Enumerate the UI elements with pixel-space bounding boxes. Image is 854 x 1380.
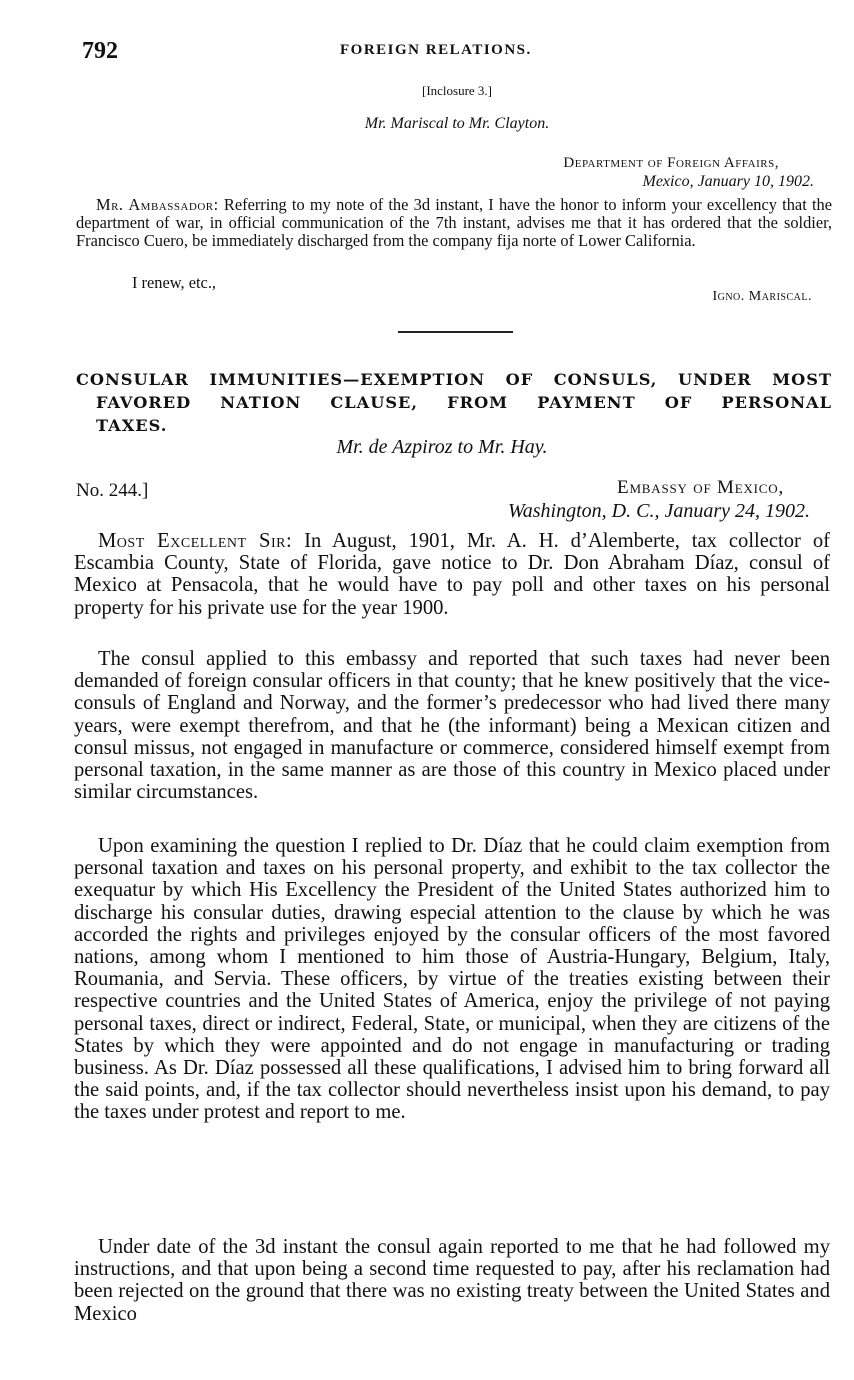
inclosure-body-text: Referring to my note of the 3d instant, I have the honor to inform your excellency that the department of war, in official communication of the 7th instant, advises me that it has ordered that the soldier, Francisco Cuero, be immediately discharged from the company fija norte of Lower California.	[76, 195, 832, 250]
letter-dateline: Washington, D. C., January 24, 1902.	[507, 500, 810, 522]
page-header	[82, 38, 824, 68]
inclosure-salutation: Mr. Ambassador:	[96, 195, 219, 214]
section-heading-line-1: CONSULAR IMMUNITIES—EXEMPTION OF CONSULS, UNDER MOST	[76, 370, 832, 389]
embassy-name: Embassy of Mexico,	[617, 477, 784, 498]
letter-paragraph-3-text: Upon examining the question I replied to Dr. Díaz that he could claim exemption from personal taxation and taxes on his personal property, and exhibit to the tax collector the exequatur by which His Excellency the President of the United States authorized him to discharge his consular duties, drawing especial attention to the clause by which he was accorded the rights and privileges enjoyed by the consular officers of the most favored nations, among whom I mentioned to him those of Austria-Hungary, Belgium, Italy, Roumania, and Servia. These officers, by virtue of the treaties existing between their respective countries and the United States of America, enjoy the privilege of not paying personal taxes, direct or indirect, Federal, State, or municipal, when they are citizens of the States by which they were appointed and do not engage in manufacturing or trading business. As Dr. Díaz possessed all these qualifications, I advised him to bring forward all the said points, and, if the tax collector should nevertheless insist upon his demand, to pay the taxes under protest and report to me.	[74, 835, 830, 1124]
inclosure-department: Department of Foreign Affairs,	[563, 155, 779, 171]
section-heading-line-2: FAVORED NATION CLAUSE, FROM PAYMENT OF PERSONAL	[96, 393, 832, 412]
document-number: No. 244.]	[76, 480, 149, 501]
inclosure-body	[76, 196, 832, 250]
running-head: FOREIGN RELATIONS.	[340, 42, 532, 58]
inclosure-signature: Igno. Mariscal.	[712, 289, 812, 304]
letter-paragraph-4	[74, 1236, 830, 1325]
letter-title: Mr. de Azpiroz to Mr. Hay.	[336, 436, 548, 458]
inclosure-dateline: Mexico, January 10, 1902.	[642, 173, 814, 190]
inclosure-label: [Inclosure 3.]	[421, 83, 493, 98]
section-heading	[76, 368, 832, 437]
letter-paragraph-2	[74, 648, 830, 803]
page-number: 792	[82, 38, 118, 64]
letter-salutation: Most Excellent Sir:	[98, 530, 293, 552]
section-divider	[398, 331, 513, 333]
inclosure-letter-title: Mr. Mariscal to Mr. Clayton.	[364, 115, 550, 132]
letter-paragraph-1-text: In August, 1901, Mr. A. H. d’Alemberte, tax collector of Escambia County, State of Florida, gave notice to Dr. Don Abraham Díaz, consul of Mexico at Pensacola, that he would have to pay poll and other taxes on his personal property for his private use for the year 1900.	[74, 530, 830, 619]
letter-paragraph-2-text: The consul applied to this embassy and reported that such taxes had never been demanded of foreign consular officers in that county; that he knew positively that the vice-consuls of England and Norway, and the former’s predecessor who had lived there many years, were exempt therefrom, and that he (the informant) being a Mexican citizen and consul missus, not engaged in manufacture or commerce, considered himself exempt from personal taxation, in the same manner as are those of this country in Mexico placed under similar circumstances.	[74, 648, 830, 804]
letter-paragraph-3	[74, 835, 830, 1124]
letter-paragraph-1	[74, 530, 830, 619]
section-heading-line-3: TAXES.	[96, 416, 168, 435]
inclosure-closing: I renew, etc.,	[132, 273, 217, 292]
letter-paragraph-4-text: Under date of the 3d instant the consul again reported to me that he had followed my instructions, and that upon being a second time requested to pay, after his reclamation had been rejected on the ground that there was no existing treaty between the United States and Mexico	[74, 1236, 830, 1325]
